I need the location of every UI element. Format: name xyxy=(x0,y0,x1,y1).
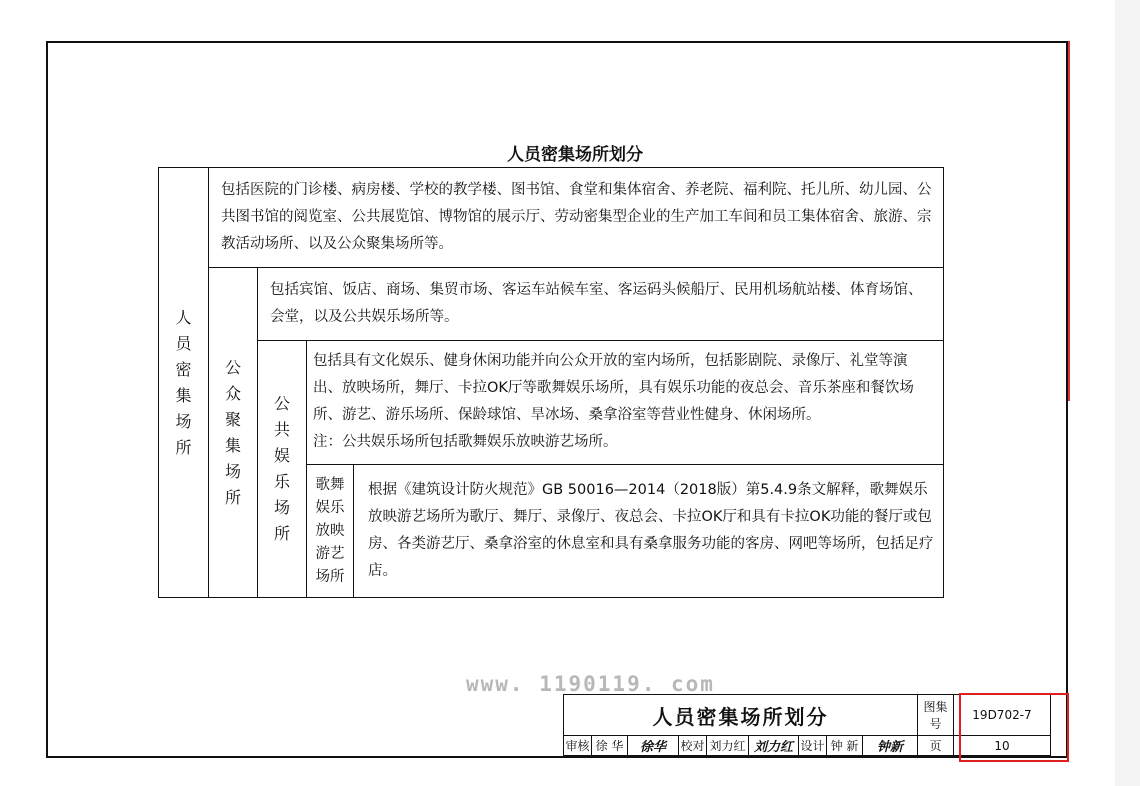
check-label: 校对 xyxy=(679,736,707,756)
check-name: 刘力红 xyxy=(707,736,749,756)
public-entertainment-text: 包括具有文化娱乐、健身休闲功能并向公众开放的室内场所，包括影剧院、录像厅、礼堂等演出、放映场所，舞厅、卡拉OK厅等歌舞娱乐场所，具有娱乐功能的夜总会、音乐茶座和餐饮场所、游艺、游乐场所、保龄球馆、旱冰场、桑拿浴室等营业性健身、休闲场所。 xyxy=(313,353,914,423)
label-crowded-places: 人 员 密 集 场 所 xyxy=(159,168,209,598)
atlas-number-label: 图集号 xyxy=(918,695,954,736)
atlas-number: 19D702-7 xyxy=(954,695,1051,736)
watermark: www. 1190119. com xyxy=(466,672,715,696)
check-signature: 刘力红 xyxy=(749,736,799,756)
review-name: 徐 华 xyxy=(592,736,628,756)
public-entertainment-description xyxy=(307,341,944,465)
review-signature: 徐华 xyxy=(628,736,679,756)
label-public-gathering: 公 众 聚 集 场 所 xyxy=(209,268,258,598)
design-name: 钟 新 xyxy=(827,736,863,756)
title-block-title: 人员密集场所划分 xyxy=(564,695,918,736)
highlight-box xyxy=(959,693,1069,762)
design-signature: 钟新 xyxy=(863,736,918,756)
label-karaoke-venues: 歌舞 娱乐 放映 游艺 场所 xyxy=(307,465,354,598)
general-description: 包括医院的门诊楼、病房楼、学校的教学楼、图书馆、食堂和集体宿舍、养老院、福利院、托儿所、幼儿园、公共图书馆的阅览室、公共展览馆、博物馆的展示厅、劳动密集型企业的生产加工车间和员工集体宿舍、旅游、宗教活动场所、以及公众聚集场所等。 xyxy=(209,168,944,268)
karaoke-venues-description: 根据《建筑设计防火规范》GB 50016—2014（2018版）第5.4.9条文解释，歌舞娱乐放映游艺场所为歌厅、舞厅、录像厅、夜总会、卡拉OK厅和具有卡拉OK功能的餐厅或包房、各类游艺厅、桑拿浴室的休息室和具有桑拿服务功能的客房、网吧等场所，包括足疗店。 xyxy=(354,465,944,598)
page-title: 人员密集场所划分 xyxy=(507,145,643,165)
page-label: 页 xyxy=(918,736,954,756)
public-entertainment-note: 注：公共娱乐场所包括歌舞娱乐放映游艺场所。 xyxy=(313,434,618,450)
public-gathering-description: 包括宾馆、饭店、商场、集贸市场、客运车站候车室、客运码头候船厅、民用机场航站楼、体育场馆、会堂，以及公共娱乐场所等。 xyxy=(258,268,944,341)
viewer-side-strip xyxy=(1115,0,1140,786)
label-public-entertainment: 公 共 娱 乐 场 所 xyxy=(258,341,307,598)
review-label: 审核 xyxy=(564,736,592,756)
design-label: 设计 xyxy=(799,736,827,756)
classification-table xyxy=(158,167,944,598)
page-number: 10 xyxy=(954,736,1051,756)
frame-red-edge xyxy=(1068,41,1070,401)
